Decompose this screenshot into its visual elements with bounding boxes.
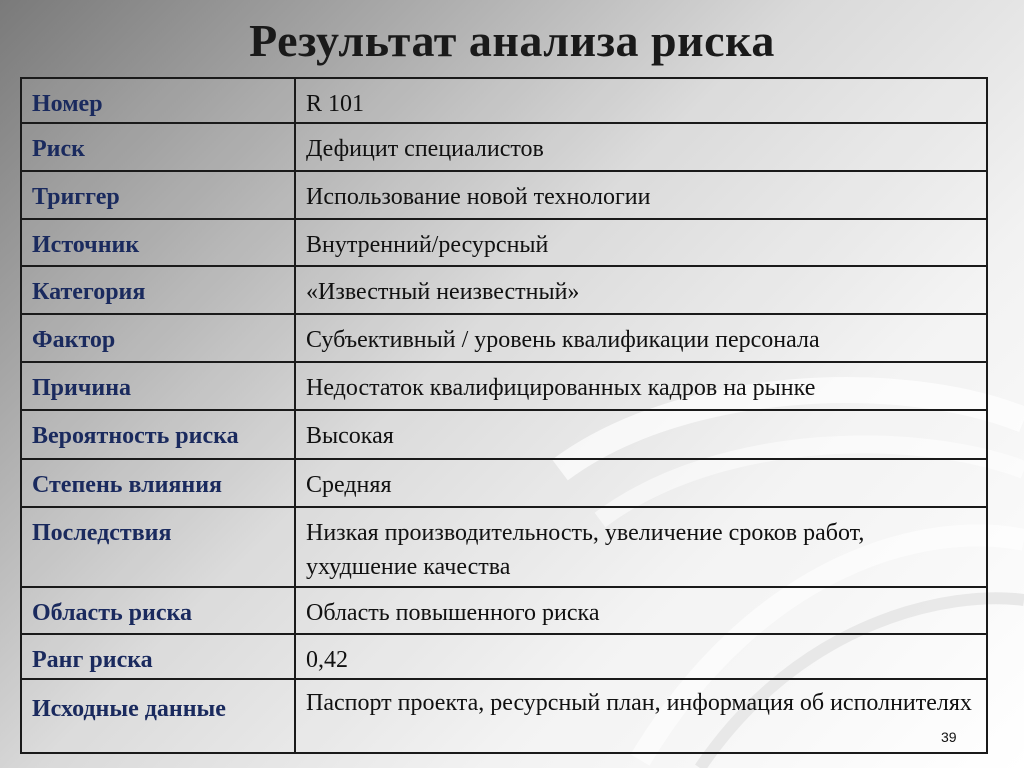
page-number: 39 (941, 729, 957, 745)
table-row (21, 507, 987, 587)
row-value: 0,42 (295, 634, 987, 679)
table-row (21, 459, 987, 507)
row-label: Степень влияния (21, 459, 295, 507)
row-label: Причина (21, 362, 295, 410)
table-row (21, 219, 987, 266)
row-label: Область риска (21, 587, 295, 634)
table-row (21, 362, 987, 410)
row-value: Область повышенного риска (295, 587, 987, 634)
row-label: Фактор (21, 314, 295, 362)
row-value: R 101 (295, 78, 987, 123)
row-label: Источник (21, 219, 295, 266)
row-value: «Известный неизвестный» (295, 266, 987, 314)
row-label: Вероятность риска (21, 410, 295, 459)
row-value: Низкая производительность, увеличение сроков работ, ухудшение качества (295, 507, 987, 587)
row-label: Ранг риска (21, 634, 295, 679)
row-value: Средняя (295, 459, 987, 507)
table-row (21, 123, 987, 171)
table-row (21, 171, 987, 219)
row-value: Дефицит специалистов (295, 123, 987, 171)
table-row (21, 314, 987, 362)
row-value: Субъективный / уровень квалификации персонала (295, 314, 987, 362)
row-label: Категория (21, 266, 295, 314)
table-row (21, 679, 987, 753)
table-row (21, 587, 987, 634)
table-row (21, 410, 987, 459)
risk-analysis-table (20, 77, 988, 754)
table-row (21, 78, 987, 123)
row-value: Использование новой технологии (295, 171, 987, 219)
row-label: Исходные данные (21, 679, 295, 753)
row-label: Номер (21, 78, 295, 123)
row-value: Внутренний/ресурсный (295, 219, 987, 266)
row-value: Паспорт проекта, ресурсный план, информация об исполнителях (295, 679, 987, 753)
slide-title: Результат анализа риска (249, 15, 775, 66)
row-value: Высокая (295, 410, 987, 459)
row-label: Последствия (21, 507, 295, 587)
table-row (21, 266, 987, 314)
row-value: Недостаток квалифицированных кадров на рынке (295, 362, 987, 410)
row-label: Триггер (21, 171, 295, 219)
row-label: Риск (21, 123, 295, 171)
table-row (21, 634, 987, 679)
